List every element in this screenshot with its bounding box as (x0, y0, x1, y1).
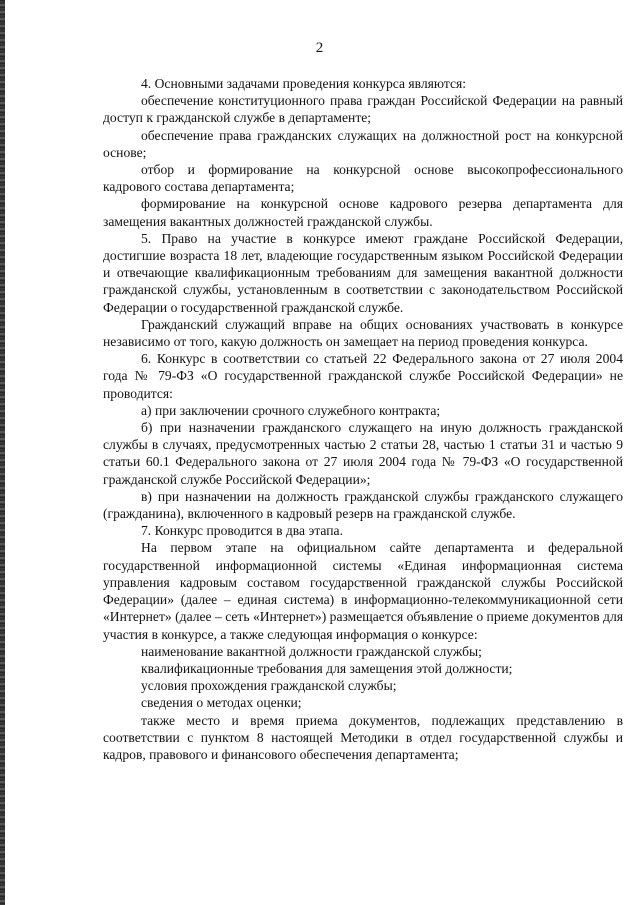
paragraph-task-reserve: формирование на конкурсной основе кадрового резерва департамента для замещения вакантных должностей гражданской службы. (103, 196, 623, 229)
paragraph-task-staff-selection: отбор и формирование на конкурсной основе высокопрофессионального кадрового состава департамента; (103, 162, 623, 195)
paragraph-info-methods: сведения о методах оценки; (141, 695, 302, 711)
page-number: 2 (315, 40, 324, 56)
paragraph-info-conditions: условия прохождения гражданской службы; (141, 678, 397, 694)
paragraph-item-7: 7. Конкурс проводится в два этапа. (141, 523, 343, 539)
paragraph-task-career-growth: обеспечение права гражданских служащих на должностной рост на конкурсной основе; (103, 127, 623, 160)
paragraph-item-4-heading: 4. Основными задачами проведения конкурса являются: (141, 76, 467, 91)
paragraph-task-constitutional-right: обеспечение конституционного права граждан Российской Федерации на равный доступ к гражданской службе в департаменте; (103, 93, 623, 126)
paragraph-civil-servant-right: Гражданский служащий вправе на общих основаниях участвовать в конкурсе независимо от того, какую должность он замещает на период проведения конкурса. (103, 316, 623, 350)
paragraph-info-qualification: квалификационные требования для замещения этой должности; (141, 660, 513, 676)
paragraph-first-stage: На первом этапе на официальном сайте департамента и федеральной государственной информационной системы «Единая информационная система управления кадровым составом государственной гражданской службы Российской Федерации» (далее – единая система) в информационно-телекоммуникационной сети «Интернет» (далее – сеть «Интернет») размещается объявление о приеме документов для участия в конкурсе, а также следующая информация о конкурсе: (103, 540, 623, 642)
paragraph-item-6v: в) при назначении на должность гражданской службы гражданского служащего (гражданина), включенного в кадровый резерв на гражданской службе. (103, 488, 623, 522)
document-body (103, 75, 623, 763)
paragraph-item-5: 5. Право на участие в конкурсе имеют граждане Российской Федерации, достигшие возраста 18 лет, владеющие государственным языком Российской Федерации и отвечающие квалификационным требованиям для замещения вакантной должности гражданской службы, установленным в соответствии с законодательством Российской Федерации о государственной гражданской службе. (103, 230, 623, 315)
paragraph-item-6: 6. Конкурс в соответствии со статьей 22 Федерального закона от 27 июля 2004 года № 79-ФЗ «О государственной гражданской службе Российской Федерации» не проводится: (103, 351, 623, 401)
paragraph-item-6a: а) при заключении срочного служебного контракта; (141, 402, 441, 418)
paragraph-item-6b: б) при назначении гражданского служащего на иную должность гражданской службы в случаях, предусмотренных частью 2 статьи 28, частью 1 статьи 31 и частью 9 статьи 60.1 Федерального закона от 27 июля 2004 года № 79-ФЗ «О государственной гражданской службе Российской Федерации»; (103, 420, 623, 487)
paragraph-info-position-name: наименование вакантной должности гражданской службы; (141, 643, 482, 659)
scan-edge (0, 0, 5, 905)
paragraph-info-place-time: также место и время приема документов, подлежащих представлению в соответствии с пунктом 8 настоящей Методики в отдел государственной службы и кадров, правового и финансового обеспечения департамента; (103, 712, 623, 762)
